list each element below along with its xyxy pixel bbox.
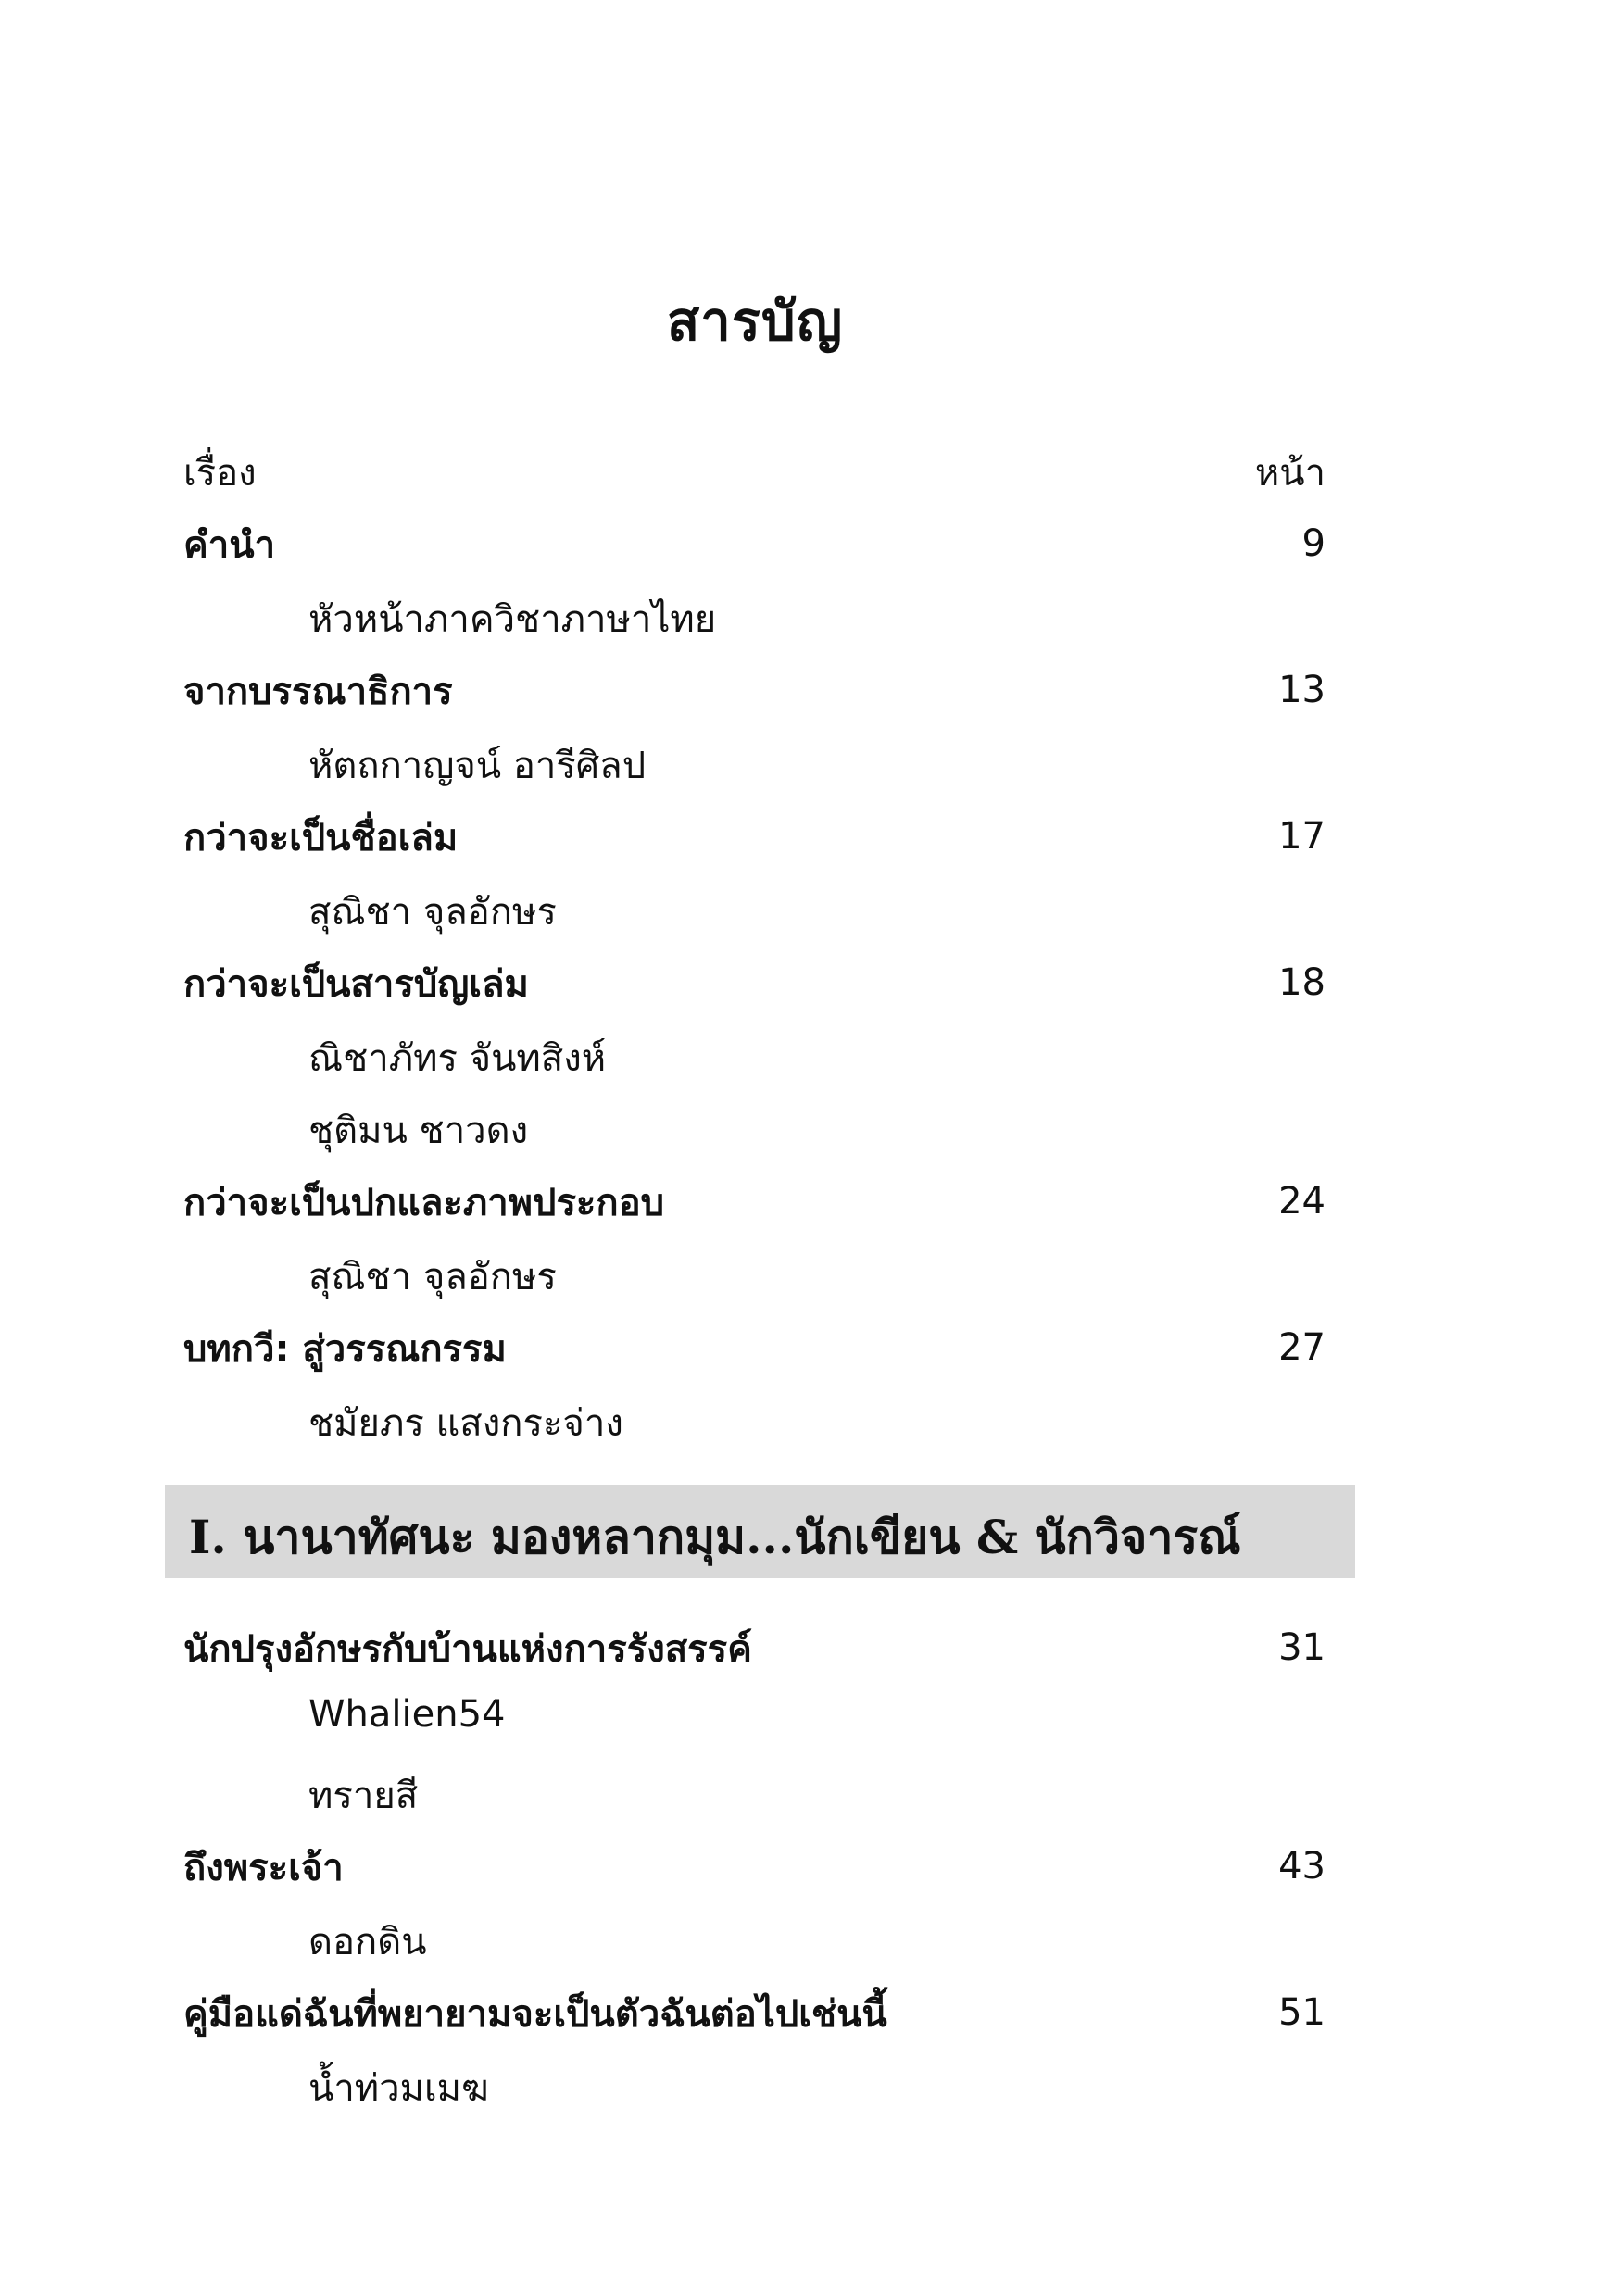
toc-entry-page: 27 [1278,1326,1326,1369]
toc-entry[interactable] [183,954,1326,1028]
toc-entry-author: ดอกดิน [308,1921,427,1964]
toc-entry-title: คำนำ [183,524,276,567]
toc-entry[interactable] [183,1173,1326,1247]
toc-entry-title: คู่มือแด่ฉันที่พยายามจะเป็นตัวฉันต่อไปเช่นนี้ [183,1993,887,2036]
toc-entry-page: 17 [1278,815,1326,858]
toc-entry-author: หัตถกาญจน์ อารีศิลป [308,745,647,787]
toc-entry-page: 18 [1278,961,1326,1004]
toc-entry-author: ชุติมน ชาวดง [308,1110,529,1152]
toc-entry-page: 24 [1278,1180,1326,1223]
toc-entry-title: กว่าจะเป็นปกและภาพประกอบ [183,1182,665,1224]
toc-header-row [183,443,1326,498]
toc-entry[interactable] [183,1838,1326,1912]
toc-entry-author: ณิชาภัทร จันทสิงห์ [308,1037,607,1080]
page-title: สารบัญ [666,290,844,353]
section-heading: I. นานาทัศนะ มองหลากมุม...นักเขียน & นักวิจารณ์ [189,1510,1241,1564]
toc-entry-author: สุณิชา จุลอักษร [308,1256,557,1299]
toc-header-page: หน้า [1254,452,1326,495]
toc-entry-title: นักปรุงอักษรกับบ้านแห่งการรังสรรค์ [183,1628,752,1671]
toc-entry-author: หัวหน้าภาควิชาภาษาไทย [308,598,717,641]
toc-group-front-matter [183,515,1326,1465]
toc-entry-author: สุณิชา จุลอักษร [308,891,557,934]
toc-entry[interactable] [183,515,1326,589]
toc-entry-page: 51 [1278,1991,1326,2034]
toc-entry-title: บทกวี: สู่วรรณกรรม [183,1328,507,1371]
toc-entry-author: ทรายสี [308,1775,419,1817]
toc-entry-author: น้ำท่วมเมฆ [308,2067,489,2110]
toc-entry[interactable] [183,1619,1326,1693]
toc-entry-title: ถึงพระเจ้า [183,1847,344,1889]
toc-entry-title: กว่าจะเป็นสารบัญเล่ม [183,963,529,1006]
toc-entry-page: 13 [1278,669,1326,711]
toc-entry-title: กว่าจะเป็นชื่อเล่ม [183,817,459,859]
toc-entry-page: 43 [1278,1845,1326,1888]
toc-entry[interactable] [183,661,1326,735]
toc-entry-author: Whalien54 [308,1693,506,1736]
section-heading-bar [165,1485,1355,1578]
toc-header-topic: เรื่อง [183,452,257,495]
toc-entry-title: จากบรรณาธิการ [183,671,453,713]
toc-group-section-1 [183,1619,1326,2130]
toc-entry[interactable] [183,1319,1326,1393]
toc-entry-page: 31 [1278,1626,1326,1669]
toc-entry[interactable] [183,1984,1326,2058]
toc-entry-author: ชมัยภร แสงกระจ่าง [308,1402,623,1445]
toc-entry-page: 9 [1301,522,1326,565]
toc-entry[interactable] [183,808,1326,882]
